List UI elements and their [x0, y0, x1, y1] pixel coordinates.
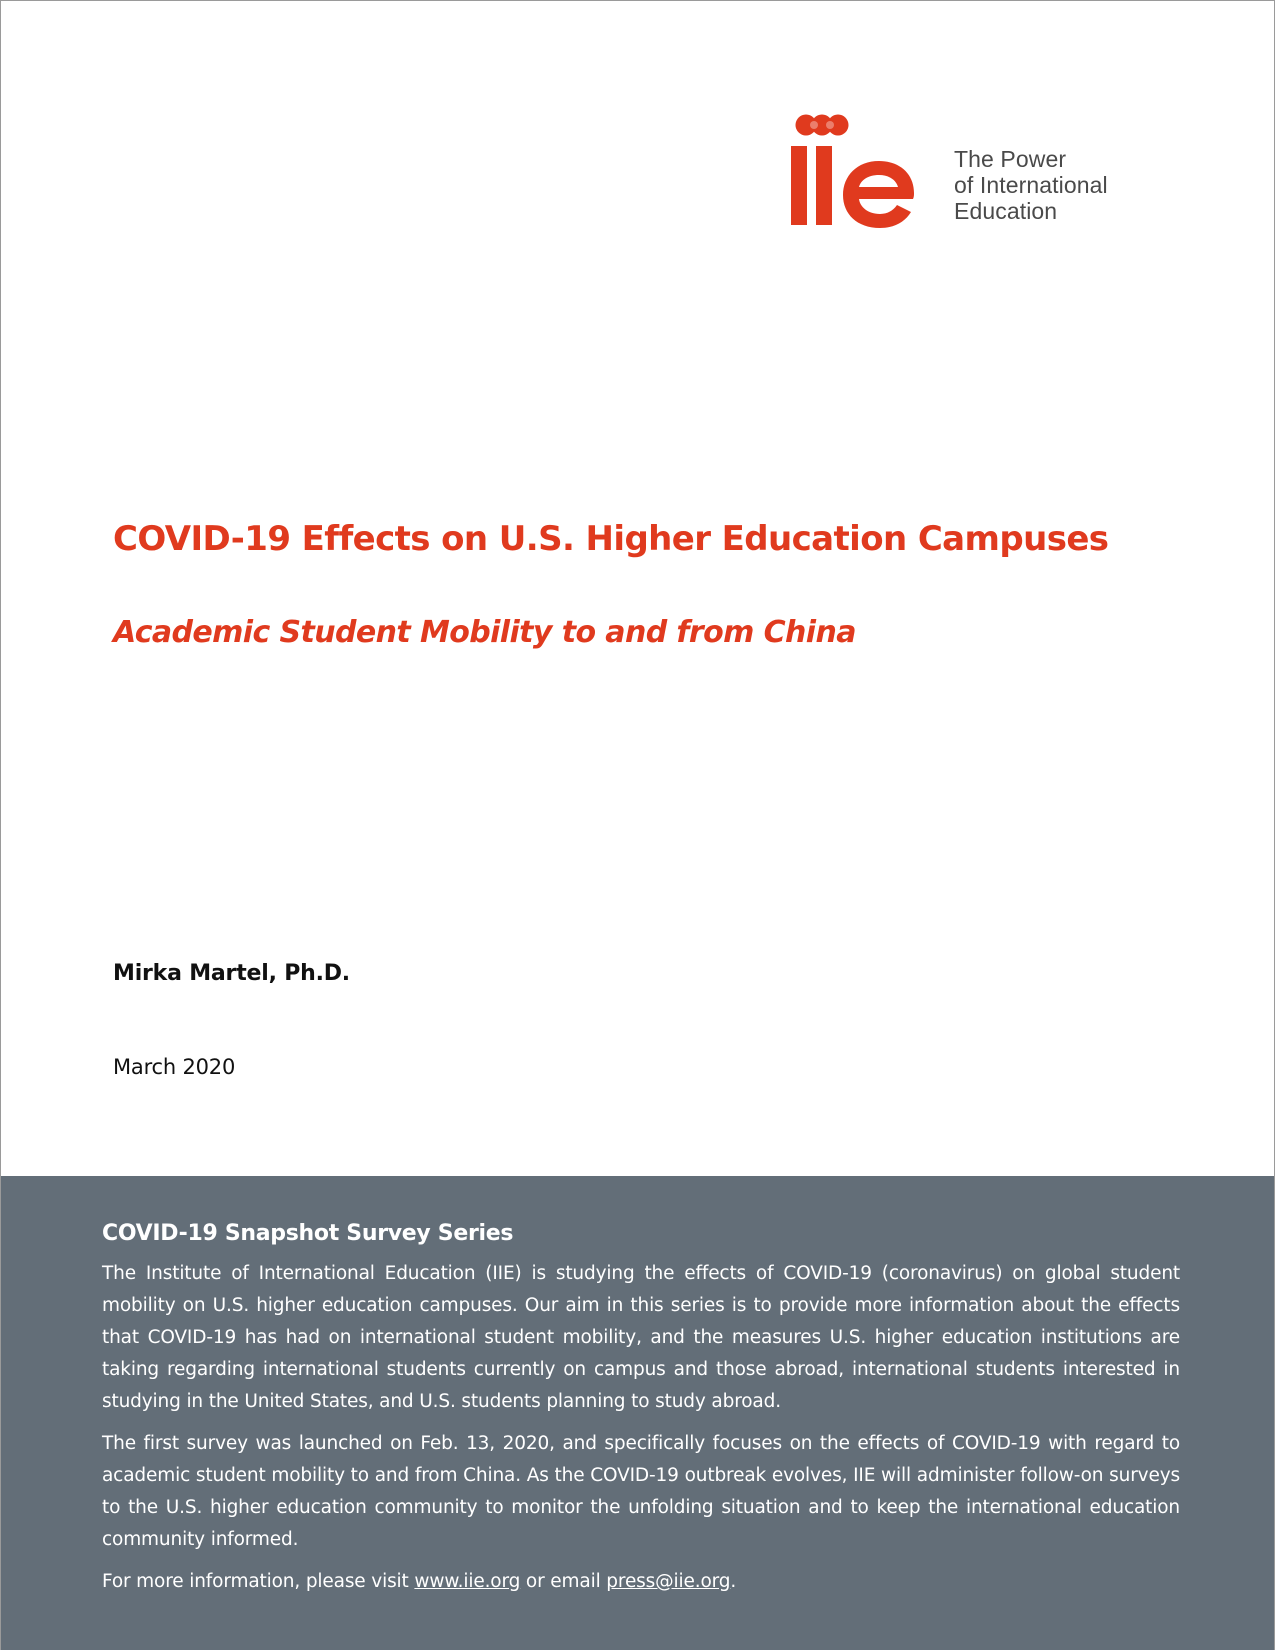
- contact-suffix: .: [730, 1571, 737, 1592]
- iie-logo-mark: [791, 113, 941, 228]
- iie-logo: [791, 113, 1141, 228]
- series-paragraph-1: The Institute of International Education (IIE) is studying the effects of COVID-19 (coronavirus) on global student mobility on U.S. higher education campuses. Our aim in this series is to provide more information about the effects that COVID-19 has had on international student mobility, and the measures U.S. higher education institutions are taking regarding international students currently on campus and those abroad, international students interested in studying in the United States, and U.S. students planning to study abroad.: [102, 1263, 1180, 1412]
- website-link[interactable]: www.iie.org: [414, 1571, 521, 1592]
- series-info-box: [1, 1176, 1274, 1650]
- email-link[interactable]: press@iie.org: [606, 1571, 731, 1592]
- contact-line: [102, 1566, 1180, 1598]
- author-name: Mirka Martel, Ph.D.: [113, 961, 350, 986]
- series-heading: COVID-19 Snapshot Survey Series: [102, 1221, 514, 1246]
- publication-date: March 2020: [113, 1055, 236, 1079]
- logo-tagline-line-2: of International: [954, 172, 1108, 198]
- logo-tagline-line-1: The Power: [954, 146, 1067, 172]
- document-subtitle: Academic Student Mobility to and from China: [113, 615, 856, 650]
- contact-prefix: For more information, please visit: [102, 1571, 415, 1592]
- series-paragraph-2: The first survey was launched on Feb. 13, 2020, and specifically focuses on the effects of COVID-19 with regard to academic student mobility to and from China. As the COVID-19 outbreak evolves, IIE will administer follow-on surveys to the U.S. higher education community to monitor the unfolding situation and to keep the international education community informed.: [102, 1433, 1180, 1550]
- contact-middle: or email: [520, 1571, 607, 1592]
- document-title: COVID-19 Effects on U.S. Higher Education Campuses: [113, 519, 1109, 559]
- logo-tagline-line-3: Education: [954, 198, 1058, 224]
- logo-tagline: [954, 146, 1108, 224]
